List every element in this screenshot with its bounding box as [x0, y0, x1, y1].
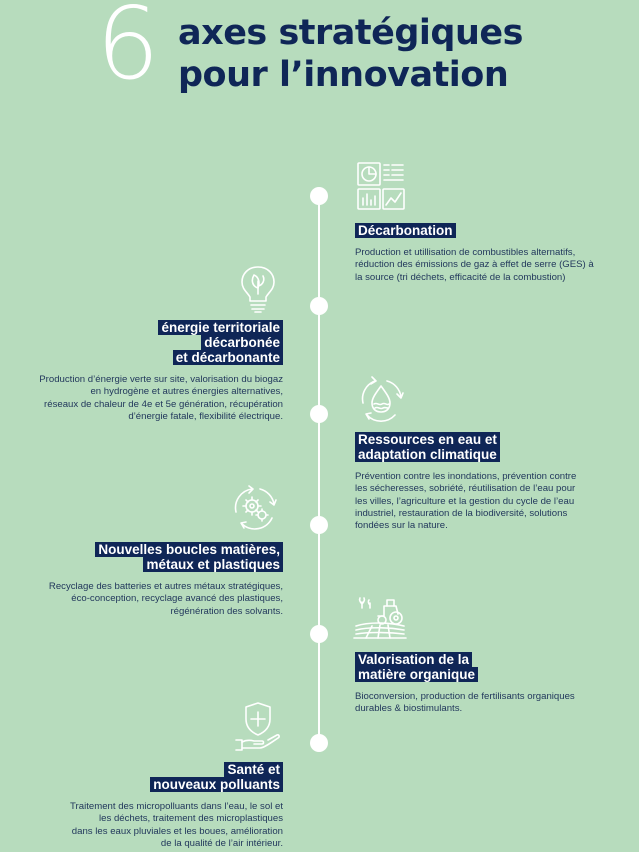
description-line: éco-conception, recyclage avancé des plastiques,	[71, 593, 283, 605]
timeline-dot-5	[310, 625, 328, 643]
axis-nouvelles-boucles	[10, 542, 283, 618]
axis-heading-line: et décarbonante	[173, 350, 283, 365]
description-line: réduction des émissions de gaz à effet de serre (GES) à	[355, 259, 594, 271]
description-line: Traitement des micropolluants dans l’eau, le sol et	[70, 801, 283, 812]
axis-description	[355, 471, 625, 532]
axis-heading	[10, 320, 283, 365]
axis-heading-line: matière organique	[355, 667, 478, 682]
axis-description	[10, 374, 283, 423]
description-line: en hydrogène et autres énergies alternatives,	[90, 386, 283, 398]
recycling-gears-icon	[230, 484, 280, 532]
axis-heading-line: nouveaux polluants	[150, 777, 283, 792]
description-line: Recyclage des batteries et autres métaux stratégiques,	[48, 581, 283, 592]
description-line: Bioconversion, production de fertilisants organiques	[355, 691, 575, 702]
axis-heading-line: adaptation climatique	[355, 447, 500, 462]
axis-heading-line: métaux et plastiques	[143, 557, 283, 572]
axis-heading-line: Nouvelles boucles matières,	[95, 542, 283, 557]
description-line: durables & biostimulants.	[355, 703, 463, 715]
axis-heading	[355, 432, 625, 462]
title-line-2: pour l’innovation	[178, 55, 509, 95]
description-line: Prévention contre les inondations, prévention contre	[355, 471, 577, 482]
timeline-dot-1	[310, 187, 328, 205]
title-line-1: axes stratégiques	[178, 13, 523, 53]
description-line: dans les eaux pluviales et les boues, amélioration	[71, 825, 283, 837]
axis-energie-territoriale	[10, 320, 283, 423]
description-line: industriel, restauration de la biodiversité, solutions	[355, 507, 568, 519]
timeline-dot-2	[310, 297, 328, 315]
tractor-field-icon	[352, 596, 408, 642]
axis-description	[10, 581, 283, 618]
axis-heading-line: Décarbonation	[355, 223, 456, 238]
axis-heading-line: décarbonée	[201, 335, 283, 350]
description-line: la source (tri déchets, efficacité de la combustion)	[355, 271, 566, 283]
charts-icon	[355, 160, 407, 212]
description-line: régénération des solvants.	[170, 605, 283, 617]
axis-sante-polluants	[10, 762, 283, 850]
timeline-dot-6	[310, 734, 328, 752]
axis-decarbonation	[355, 223, 625, 284]
axis-heading	[355, 223, 625, 238]
axis-heading-line: Valorisation de la	[355, 652, 472, 667]
axis-valorisation-matiere	[355, 652, 625, 716]
health-shield-hand-icon	[234, 700, 282, 752]
big-number-six: 6	[96, 0, 160, 102]
lightbulb-leaf-icon	[238, 264, 278, 314]
axis-description	[355, 247, 625, 284]
description-line: fondées sur la nature.	[355, 520, 448, 532]
axis-description	[355, 691, 625, 716]
description-line: Production d’énergie verte sur site, valorisation du biogaz	[39, 374, 283, 385]
description-line: les villes, l’agriculture et la gestion du cycle de l’eau	[355, 495, 575, 507]
axis-ressources-eau	[355, 432, 625, 532]
description-line: réseaux de chaleur de 4e et 5e génération, récupération	[44, 398, 283, 410]
timeline-dot-3	[310, 405, 328, 423]
description-line: les sécheresses, sobriété, réutilisation de l’eau pour	[355, 483, 576, 495]
description-line: de la qualité de l’air intérieur.	[160, 837, 283, 849]
axis-heading-line: Santé et	[224, 762, 283, 777]
description-line: d’énergie fatale, flexibilité électrique.	[128, 410, 283, 422]
axis-heading-line: énergie territoriale	[158, 320, 283, 335]
axis-heading	[355, 652, 625, 682]
timeline-dot-4	[310, 516, 328, 534]
water-cycle-icon	[355, 373, 407, 425]
description-line: les déchets, traitement des microplastiques	[99, 813, 283, 825]
axis-heading	[10, 762, 283, 792]
axis-description	[10, 801, 283, 850]
axis-heading-line: Ressources en eau et	[355, 432, 500, 447]
axis-heading	[10, 542, 283, 572]
page-title	[178, 12, 523, 96]
timeline-line	[318, 196, 320, 744]
description-line: Production et utillisation de combustibles alternatifs,	[355, 247, 576, 258]
